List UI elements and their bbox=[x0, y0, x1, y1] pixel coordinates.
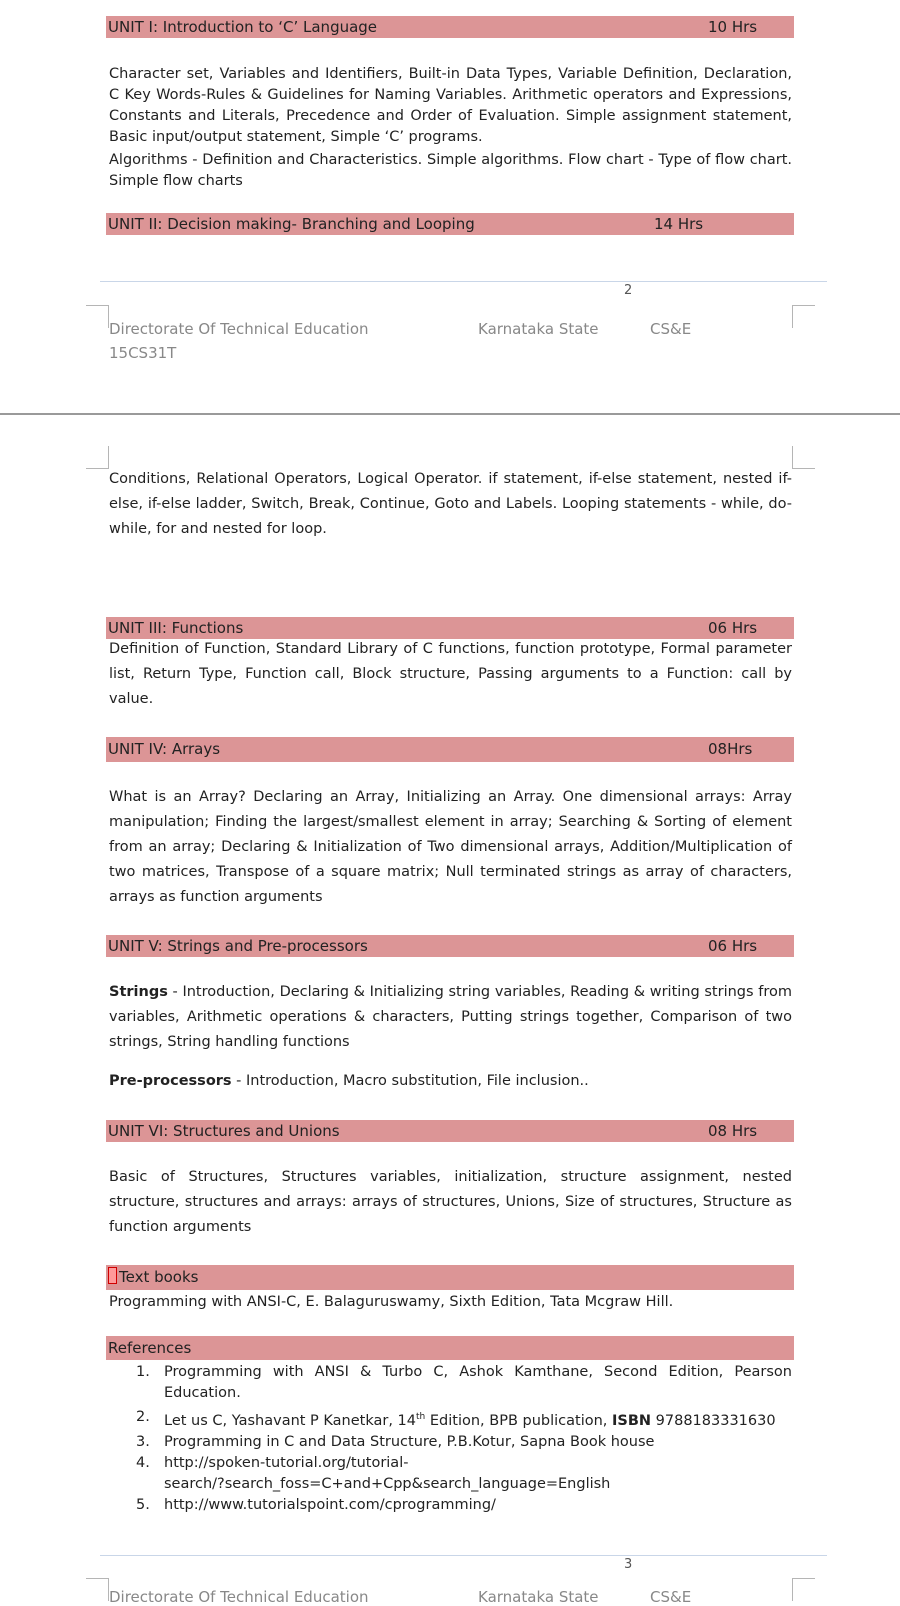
unit-6-content: Basic of Structures, Structures variables, initialization, structure assignment, nested structure, structures and arrays: arrays of structures, Unions, Size of structures, Structure as function arguments bbox=[109, 1169, 792, 1235]
crop-mark bbox=[86, 1578, 109, 1601]
unit-5-header bbox=[106, 935, 794, 957]
reference-link[interactable]: http://spoken-tutorial.org/tutorial- bbox=[164, 1454, 409, 1471]
crop-mark bbox=[86, 446, 109, 469]
footer-state: Karnataka State bbox=[478, 1588, 599, 1606]
unit-3-content: Definition of Function, Standard Library of C functions, function prototype, Formal parameter list, Return Type, Function call, Block structure, Passing arguments to a Function: call by value. bbox=[109, 641, 792, 707]
reference-item: 2. Let us C, Yashavant P Kanetkar, 14th Edition, BPB publication, ISBN 9788183331630 bbox=[136, 1409, 776, 1429]
footer-dept: CS&E bbox=[650, 320, 692, 338]
unit-5-strings bbox=[109, 980, 792, 1055]
unit-hours: 06 Hrs bbox=[708, 619, 758, 637]
unit-title: UNIT VI: Structures and Unions bbox=[108, 1122, 340, 1140]
references-heading: References bbox=[108, 1339, 192, 1357]
unit-hours: 10 Hrs bbox=[708, 18, 758, 36]
crop-mark bbox=[86, 305, 109, 328]
preprocessors-label: Pre-processors bbox=[109, 1073, 232, 1089]
reference-link[interactable]: http://www.tutorialspoint.com/cprogramming/ bbox=[164, 1496, 496, 1513]
reference-item[interactable]: 4. http://spoken-tutorial.org/tutorial- search/?search_foss=C+and+Cpp&search_language=English bbox=[136, 1454, 611, 1492]
unit-2-header bbox=[106, 213, 794, 235]
unit-title: UNIT V: Strings and Pre-processors bbox=[108, 937, 368, 955]
crop-mark bbox=[792, 305, 815, 328]
unit-6-header bbox=[106, 1120, 794, 1142]
unit-title: UNIT II: Decision making- Branching and Looping bbox=[108, 215, 475, 233]
unit-hours: 08 Hrs bbox=[708, 1122, 758, 1140]
footer-rule bbox=[100, 281, 827, 282]
textbooks-heading: Text books bbox=[119, 1268, 199, 1286]
unit-4-header bbox=[106, 737, 794, 762]
strings-label: Strings bbox=[109, 984, 168, 1000]
footer-rule bbox=[100, 1555, 827, 1556]
footer-dept: CS&E bbox=[650, 1588, 692, 1606]
unit-hours: 14 Hrs bbox=[654, 215, 704, 233]
footer-org: Directorate Of Technical Education bbox=[109, 1588, 369, 1606]
footer-org: Directorate Of Technical Education bbox=[109, 320, 369, 338]
unit-4-content: What is an Array? Declaring an Array, Initializing an Array. One dimensional arrays: Array manipulation; Finding the largest/smallest element in array; Searching & Sorting of element from an array; Declaring & Initialization of Two dimensional arrays, Addition/Multiplication of two matrices, Transpose of a square matrix; Null terminated strings as array of characters, arrays as function arguments bbox=[109, 789, 792, 905]
unit-5-preprocessors bbox=[109, 1071, 792, 1092]
footer-state: Karnataka State bbox=[478, 320, 599, 338]
reference-link[interactable]: search/?search_foss=C+and+Cpp&search_language=English bbox=[164, 1475, 611, 1492]
preprocessors-text: - Introduction, Macro substitution, File inclusion.. bbox=[231, 1073, 589, 1089]
unit-title: UNIT III: Functions bbox=[108, 619, 244, 637]
comment-marker bbox=[108, 1267, 117, 1284]
page-number: 2 bbox=[624, 283, 633, 298]
crop-mark bbox=[792, 1578, 815, 1601]
unit-3-header bbox=[106, 617, 794, 639]
unit-1-algorithms: Algorithms - Definition and Characteristics. Simple algorithms. Flow chart - Type of flow chart. Simple flow charts bbox=[109, 152, 792, 189]
page-number: 3 bbox=[624, 1557, 633, 1572]
unit-hours: 08Hrs bbox=[708, 740, 753, 758]
references-header bbox=[106, 1336, 794, 1360]
reference-item: 3. Programming in C and Data Structure, P.B.Kotur, Sapna Book house bbox=[136, 1433, 655, 1450]
textbooks-header bbox=[106, 1265, 794, 1290]
references-list bbox=[136, 1362, 792, 1516]
crop-mark bbox=[792, 446, 815, 469]
unit-2-content: Conditions, Relational Operators, Logical Operator. if statement, if-else statement, nested if-else, if-else ladder, Switch, Break, Continue, Goto and Labels. Looping statements - while, do-while, for and nested for loop. bbox=[109, 471, 792, 537]
unit-1-content: Character set, Variables and Identifiers, Built-in Data Types, Variable Definition, Declaration, C Key Words-Rules & Guidelines for Naming Variables. Arithmetic operators and Expressions, Constants and Literals, Precedence and Order of Evaluation. Simple assignment statement, Basic input/output statement, Simple ‘C’ programs. bbox=[109, 66, 792, 145]
reference-item: 1. Programming with ANSI & Turbo C, Ashok Kamthane, Second Edition, Pearson Education. bbox=[136, 1364, 792, 1401]
strings-text: - Introduction, Declaring & Initializing string variables, Reading & writing strings from variables, Arithmetic operations & characters, Putting strings together, Comparison of two strings, String handling functions bbox=[109, 984, 792, 1050]
unit-1-header bbox=[106, 16, 794, 38]
unit-title: UNIT I: Introduction to ‘C’ Language bbox=[108, 18, 378, 36]
page-separator bbox=[0, 413, 900, 415]
textbook-entry: Programming with ANSI-C, E. Balaguruswamy, Sixth Edition, Tata Mcgraw Hill. bbox=[109, 1294, 674, 1310]
unit-title: UNIT IV: Arrays bbox=[108, 740, 221, 758]
unit-hours: 06 Hrs bbox=[708, 937, 758, 955]
footer-code: 15CS31T bbox=[109, 344, 177, 362]
reference-item[interactable]: 5. http://www.tutorialspoint.com/cprogramming/ bbox=[136, 1496, 496, 1513]
